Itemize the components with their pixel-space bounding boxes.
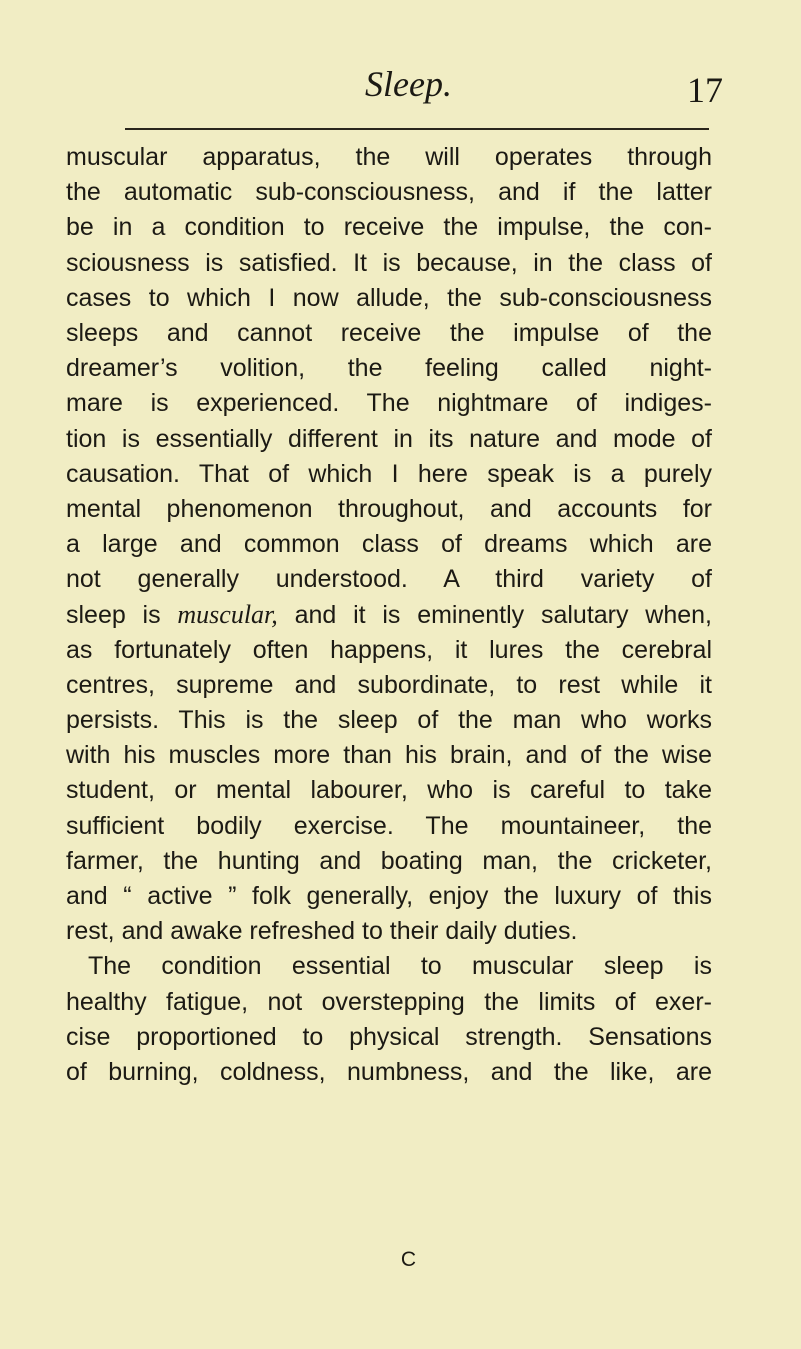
text-segment: farmer, the hunting and boating man, the cricketer, xyxy=(66,846,712,875)
text-segment: dreamer’s volition, the feeling called night- xyxy=(66,354,712,383)
text-line xyxy=(66,597,712,632)
text-segment: sleeps and cannot receive the impulse of the xyxy=(66,318,712,347)
text-line xyxy=(66,914,712,949)
text-line xyxy=(66,527,712,562)
text-line xyxy=(66,316,712,351)
text-line xyxy=(66,562,712,597)
text-segment: tion is essentially different in its nature and mode of xyxy=(66,424,712,453)
text-line xyxy=(66,949,712,984)
body-text xyxy=(66,140,712,1090)
text-segment: with his muscles more than his brain, and of the wise xyxy=(66,741,712,770)
text-segment: muscular apparatus, the will operates through xyxy=(66,143,712,171)
text-line xyxy=(66,246,712,281)
text-segment: sleep is xyxy=(66,601,178,630)
text-segment: not generally understood. A third variety of xyxy=(66,565,712,594)
text-segment: mare is experienced. The nightmare of indiges- xyxy=(66,389,712,418)
page-number: 17 xyxy=(687,70,723,110)
text-line xyxy=(66,985,712,1020)
text-segment: of burning, coldness, numbness, and the like, are xyxy=(66,1057,712,1086)
text-segment: sufficient bodily exercise. The mountaineer, the xyxy=(66,811,712,840)
text-line xyxy=(66,175,712,210)
text-segment: mental phenomenon throughout, and accounts for xyxy=(66,494,712,523)
text-segment: rest, and awake refreshed to their daily duties. xyxy=(66,917,578,946)
text-segment: and it is eminently salutary when, xyxy=(277,601,712,630)
text-line xyxy=(66,1055,712,1090)
text-segment: persists. This is the sleep of the man who works xyxy=(66,706,712,734)
text-line xyxy=(66,703,712,738)
text-segment: centres, supreme and subordinate, to rest while it xyxy=(66,670,712,699)
text-line xyxy=(66,773,712,808)
italic-emphasis: muscular, xyxy=(177,600,278,630)
text-segment: causation. That of which I here speak is a purely xyxy=(66,459,712,488)
text-segment: as fortunately often happens, it lures the cerebral xyxy=(66,635,712,664)
header-rule xyxy=(125,128,709,130)
text-segment: the automatic sub-consciousness, and if the latter xyxy=(66,178,712,207)
text-line xyxy=(66,140,712,175)
text-segment: cases to which I now allude, the sub-consciousness xyxy=(66,283,712,312)
text-line xyxy=(66,422,712,457)
text-line xyxy=(66,1020,712,1055)
text-segment: healthy fatigue, not overstepping the limits of exer- xyxy=(66,987,712,1016)
text-segment: The condition essential to muscular sleep is xyxy=(88,952,712,981)
text-segment: be in a condition to receive the impulse, the con- xyxy=(66,213,712,242)
text-line xyxy=(66,351,712,386)
running-title: Sleep. xyxy=(365,64,452,104)
text-line xyxy=(66,809,712,844)
text-segment: student, or mental labourer, who is careful to take xyxy=(66,776,712,805)
text-line xyxy=(66,668,712,703)
text-segment: sciousness is satisfied. It is because, in the class of xyxy=(66,248,712,277)
text-line xyxy=(66,457,712,492)
text-line xyxy=(66,633,712,668)
text-line xyxy=(66,492,712,527)
text-segment: cise proportioned to physical strength. Sensations xyxy=(66,1022,712,1051)
text-line xyxy=(66,879,712,914)
text-line xyxy=(66,738,712,773)
text-line xyxy=(66,844,712,879)
text-line xyxy=(66,210,712,245)
text-segment: and “ active ” folk generally, enjoy the luxury of this xyxy=(66,881,712,910)
signature-mark: C xyxy=(400,1248,417,1271)
text-line xyxy=(66,386,712,421)
text-line xyxy=(66,281,712,316)
text-segment: a large and common class of dreams which are xyxy=(66,530,712,559)
